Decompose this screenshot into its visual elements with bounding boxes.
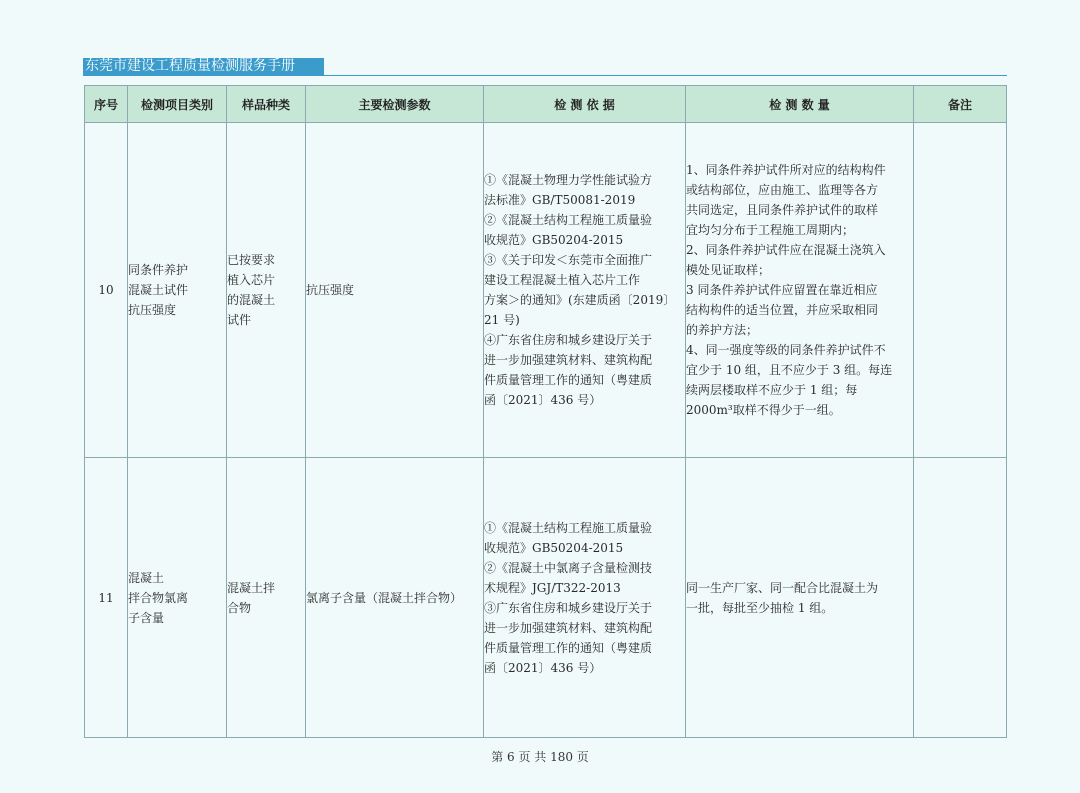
quantity-line: 模处见证取样； [686,263,771,277]
quantity-line: 2、同条件养护试件应在混凝土浇筑入 [686,243,886,257]
quantity-cell [686,458,914,738]
remark-cell [914,458,1007,738]
row-number: 11 [85,458,128,738]
quantity-cell [686,123,914,458]
basis-line: 件质量管理工作的通知（粤建质 [484,373,653,387]
params-cell: 抗压强度 [306,123,484,458]
basis-line: 函〔2021〕436 号） [484,393,602,407]
basis-line: 21 号) [484,313,520,327]
basis-line: ③《关于印发＜东莞市全面推广 [484,253,653,267]
basis-line: ③广东省住房和城乡建设厅关于 [484,600,653,615]
sample-line: 试件 [227,313,252,327]
col-header-category: 检测项目类别 [128,86,227,123]
quantity-line: 结构构件的适当位置，并应采取相同 [686,303,879,317]
basis-line: ②《混凝土结构工程施工质量验 [484,213,653,227]
col-header-sample: 样品种类 [227,86,306,123]
basis-cell [484,458,686,738]
category-line: 混凝土试件 [128,283,189,297]
page-number: 第 6 页 共 180 页 [491,750,589,764]
basis-line: 收规范》GB50204-2015 [484,540,624,555]
sample-line: 合物 [227,600,252,615]
col-header-basis: 检 测 依 据 [484,86,686,123]
basis-line: 进一步加强建筑材料、建筑构配 [484,353,653,367]
category-cell [128,458,227,738]
category-line: 混凝土 [128,570,165,585]
col-header-no: 序号 [85,86,128,123]
quantity-line: 4、同一强度等级的同条件养护试件不 [686,343,886,357]
sample-line: 已按要求 [227,253,276,267]
quantity-line: 宜均匀分布于工程施工周期内； [686,223,855,237]
category-cell [128,123,227,458]
sample-line: 混凝土拌 [227,580,276,595]
table-header-row [85,86,1007,123]
header-rule [83,75,1007,76]
basis-line: ①《混凝土结构工程施工质量验 [484,520,653,535]
quantity-line: 同一生产厂家、同一配合比混凝土为 [686,580,879,595]
sample-line: 的混凝土 [227,293,276,307]
col-header-quantity: 检 测 数 量 [686,86,914,123]
quantity-line: 一批，每批至少抽检 1 组。 [686,600,834,615]
basis-line: ②《混凝土中氯离子含量检测技 [484,560,653,575]
remark-cell [914,123,1007,458]
category-line: 抗压强度 [128,303,177,317]
col-header-remark: 备注 [914,86,1007,123]
basis-line: 收规范》GB50204-2015 [484,233,624,247]
basis-line: 建设工程混凝土植入芯片工作 [484,273,641,287]
basis-line: 函〔2021〕436 号） [484,660,602,675]
basis-line: 件质量管理工作的通知（粤建质 [484,640,653,655]
table-row [85,458,1007,738]
basis-line: ①《混凝土物理力学性能试验方 [484,173,653,187]
row-number: 10 [85,123,128,458]
sample-cell [227,458,306,738]
category-line: 同条件养护 [128,263,189,277]
quantity-line: 续两层楼取样不应少于 1 组；每 [686,383,858,397]
category-line: 拌合物氯离 [128,590,189,605]
quantity-line: 共同选定，且同条件养护试件的取样 [686,203,879,217]
params-cell: 氯离子含量（混凝土拌合物） [306,458,484,738]
basis-line: 法标准》GB/T50081-2019 [484,193,636,207]
basis-line: 方案＞的通知》(东建质函〔2019〕 [484,293,676,307]
basis-cell [484,123,686,458]
quantity-line: 2000m³取样不得少于一组。 [686,403,841,417]
col-header-params: 主要检测参数 [306,86,484,123]
table-row [85,123,1007,458]
basis-line: 进一步加强建筑材料、建筑构配 [484,620,653,635]
basis-line: 术规程》JGJ/T322-2013 [484,580,621,595]
quantity-line: 3 同条件养护试件应留置在靠近相应 [686,283,878,297]
inspection-table [84,85,1007,738]
basis-line: ④广东省住房和城乡建设厅关于 [484,333,653,347]
quantity-line: 宜少于 10 组，且不应少于 3 组。每连 [686,363,893,377]
manual-title: 东莞市建设工程质量检测服务手册 [83,58,324,75]
quantity-line: 的养护方法； [686,323,759,337]
quantity-line: 或结构部位，应由施工、监理等各方 [686,183,879,197]
sample-cell [227,123,306,458]
sample-line: 植入芯片 [227,273,276,287]
category-line: 子含量 [128,610,165,625]
quantity-line: 1、同条件养护试件所对应的结构构件 [686,163,886,177]
